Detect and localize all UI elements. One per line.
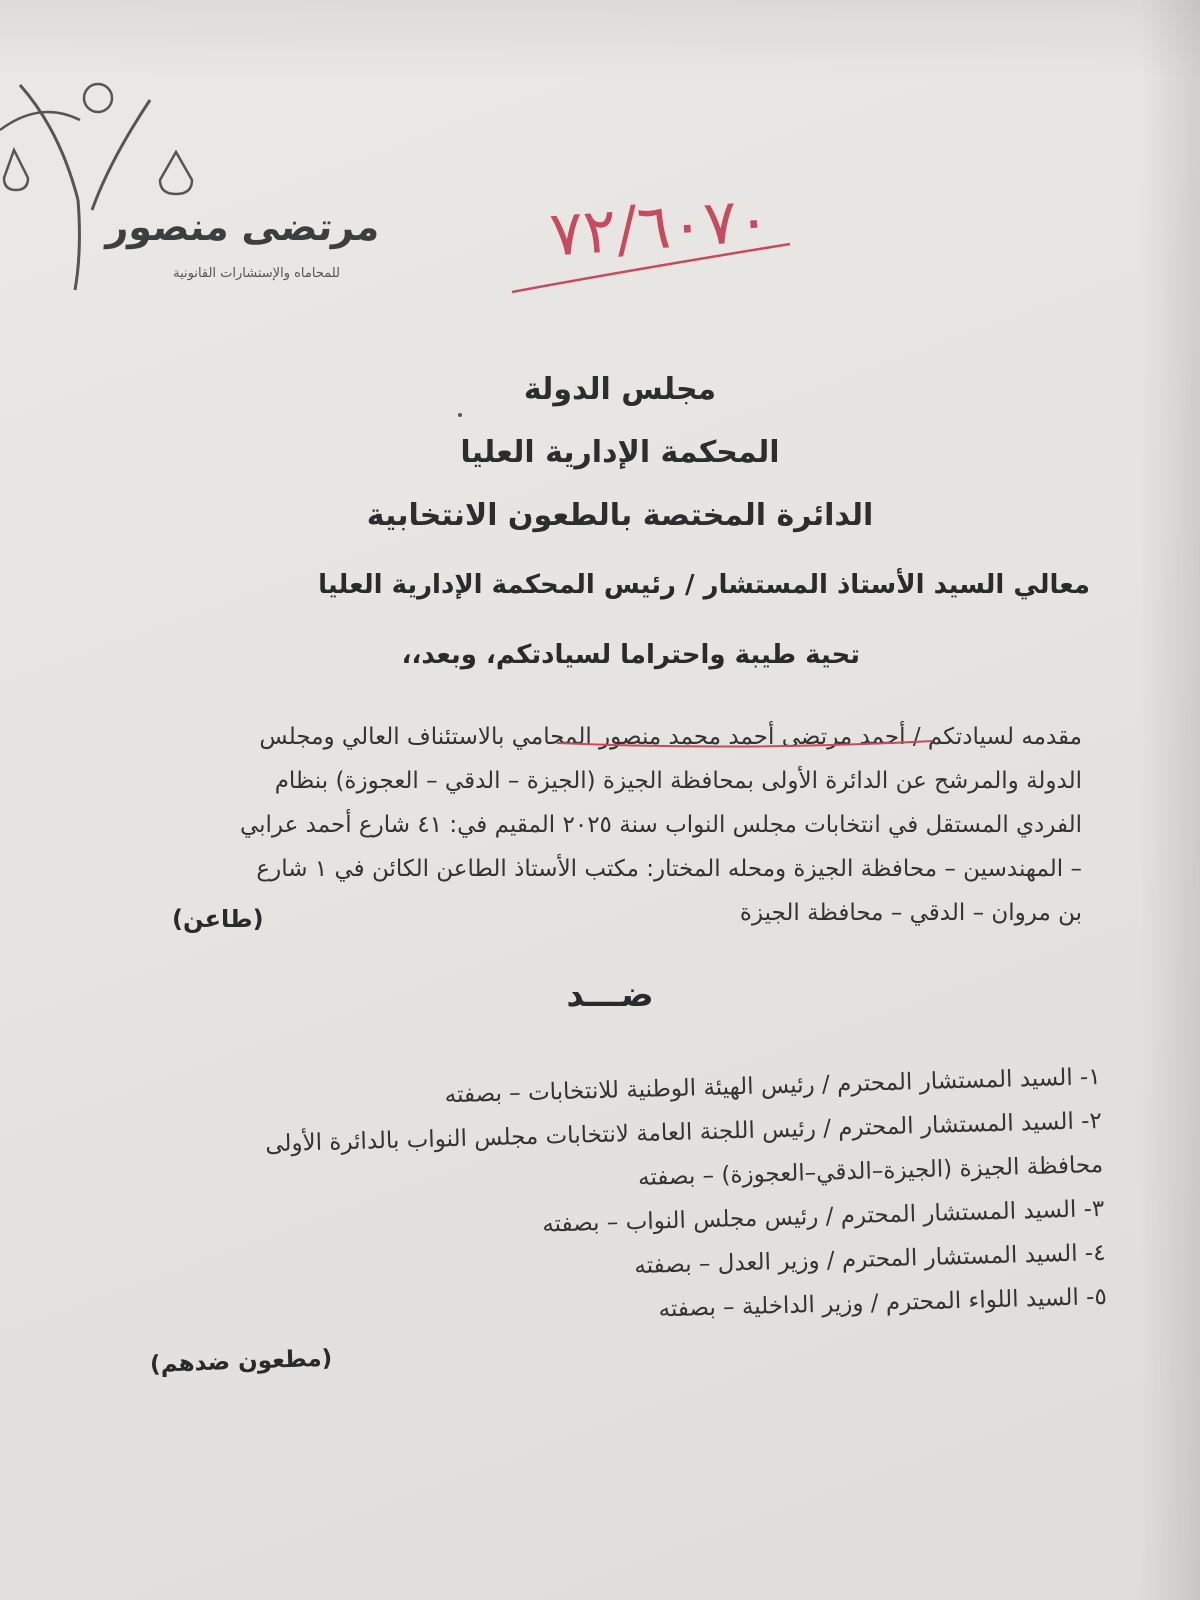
appellant-label: (طاعن)	[172, 905, 264, 933]
defendant-item: ٤- السيد المستشار المحترم / وزير العدل – بصفته	[633, 1239, 1106, 1280]
handwritten-number	[530, 180, 800, 300]
firm-logo	[0, 70, 400, 310]
court-council-heading: مجلس الدولة	[523, 372, 717, 407]
logo-tagline: للمحاماه والإستشارات القانونية	[173, 266, 340, 281]
defendant-item: ٥- السيد اللواء المحترم / وزير الداخلية – بصفته	[658, 1283, 1108, 1323]
salutation: معالي السيد الأستاذ المستشار / رئيس المحكمة الإدارية العليا	[318, 570, 1090, 600]
circuit-heading: الدائرة المختصة بالطعون الانتخابية	[366, 498, 874, 533]
handwritten-number-text: ٧٢/٦٠٧٠	[547, 182, 773, 271]
defendant-item: ٣- السيد المستشار المحترم / رئيس مجلس النواب – بصفته	[541, 1195, 1105, 1238]
court-name-heading: المحكمة الإدارية العليا	[460, 435, 780, 470]
defendant-item: ١- السيد المستشار المحترم / رئيس الهيئة الوطنية للانتخابات – بصفته	[444, 1063, 1101, 1109]
ink-dot	[458, 413, 462, 417]
defendant-item-continuation: محافظة الجيزة (الجيزة–الدقي–العجوزة) – بصفته	[637, 1151, 1104, 1191]
body-line: الدولة والمرشح عن الدائرة الأولى بمحافظة الجيزة (الجيزة – الدقي – العجوزة) بنظام	[274, 768, 1082, 794]
respondents-label: (مطعون ضدهم)	[149, 1345, 333, 1378]
defendant-item: ٢- السيد المستشار المحترم / رئيس اللجنة العامة لانتخابات مجلس النواب بالدائرة الأولى	[264, 1107, 1103, 1158]
page-shadow-right	[1140, 0, 1200, 1600]
red-underline-icon	[555, 737, 935, 751]
defendants-list	[120, 1055, 1107, 1346]
against-heading: ضـــد	[566, 975, 654, 1015]
body-line: بن مروان – الدقي – محافظة الجيزة	[739, 900, 1082, 926]
body-line: مقدمه لسيادتكم / أحمد مرتضى أحمد محمد منصور المحامي بالاستئناف العالي ومجلس	[259, 724, 1082, 750]
body-line: الفردي المستقل في انتخابات مجلس النواب سنة ٢٠٢٥ المقيم في: ٤١ شارع أحمد عرابي	[239, 812, 1082, 838]
handwritten-underline-icon	[510, 240, 810, 300]
page-shadow-top	[0, 0, 1200, 80]
logo-name: مرتضى منصور	[104, 205, 383, 249]
greeting: تحية طيبة واحتراما لسيادتكم، وبعد،،	[401, 640, 860, 670]
body-line: – المهندسين – محافظة الجيزة ومحله المختار: مكتب الأستاذ الطاعن الكائن في ١ شارع	[256, 856, 1082, 882]
